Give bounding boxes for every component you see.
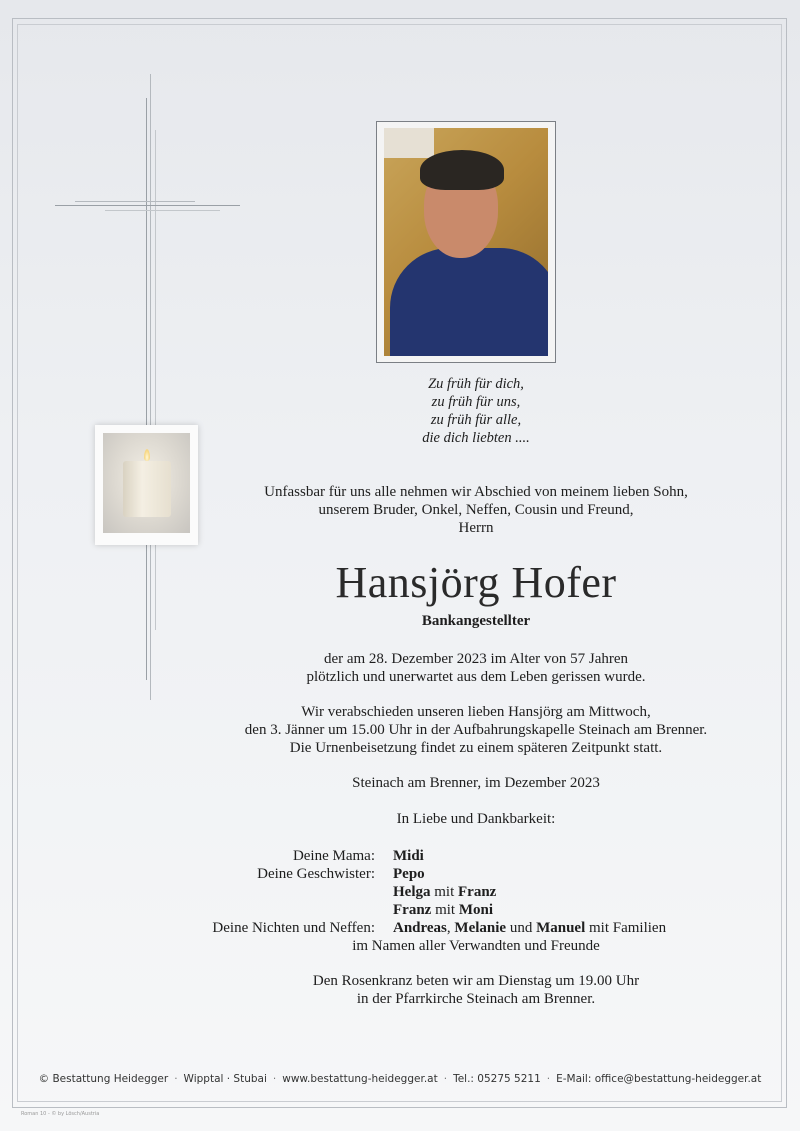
profession: Bankangestellter <box>421 613 531 629</box>
poem-line: zu früh für uns, <box>431 394 521 410</box>
family-label: Deine Mama: <box>292 848 375 864</box>
death-notice <box>200 650 752 686</box>
footer-email-link[interactable]: E-Mail: office@bestattung-heidegger.at <box>556 1073 762 1085</box>
poem-line: die dich liebten .... <box>422 430 530 446</box>
poem-line: zu früh für alle, <box>430 412 522 428</box>
rosary-line: in der Pfarrkirche Steinach am Brenner. <box>356 991 596 1007</box>
family-name: Franz <box>458 884 497 900</box>
connector: mit <box>435 902 456 918</box>
rosary-notice <box>200 972 752 1008</box>
family-name: Moni <box>458 902 494 918</box>
rosary-line: Den Rosenkranz beten wir am Dienstag um 19.00 Uhr <box>312 973 640 989</box>
family-row-siblings-3 <box>200 901 760 919</box>
family-name: Helga <box>393 884 431 900</box>
farewell-notice <box>200 703 752 757</box>
intro-text <box>200 483 752 537</box>
deceased-name: Hansjörg Hofer <box>335 558 617 607</box>
death-notice-line: plötzlich und unerwartet aus dem Leben gerissen wurde. <box>306 669 646 685</box>
candle-image <box>95 425 198 545</box>
intro-line: Unfassbar für uns alle nehmen wir Abschied von meinem lieben Sohn, <box>264 484 688 500</box>
family-name: Pepo <box>393 866 425 882</box>
connector: mit Familien <box>588 920 667 936</box>
poem-line: Zu früh für dich, <box>428 376 524 392</box>
family-label: Deine Geschwister: <box>257 866 375 882</box>
family-row-siblings <box>200 865 760 883</box>
intro-line: unserem Bruder, Onkel, Neffen, Cousin und Freund, <box>318 502 634 518</box>
place-date: Steinach am Brenner, im Dezember 2023 <box>352 775 600 791</box>
footer-phone: Tel.: 05275 5211 <box>453 1073 541 1085</box>
portrait-photo <box>384 128 548 356</box>
family-row-nieces: Deine Nichten und Neffen: Andreas, Melanie und Manuel mit Familien <box>200 919 760 937</box>
family-name: Andreas <box>393 920 447 936</box>
footer-region: Wipptal · Stubai <box>183 1073 267 1085</box>
poem <box>200 375 752 447</box>
family-name: Midi <box>393 848 424 864</box>
family-name: Melanie <box>454 920 507 936</box>
connector: und <box>509 920 533 936</box>
family-list <box>200 847 760 955</box>
family-label: Deine Nichten und Neffen: <box>212 920 375 936</box>
flame-icon <box>144 449 150 461</box>
portrait-photo-frame <box>376 121 556 363</box>
family-name: Manuel <box>536 920 586 936</box>
connector: mit <box>434 884 455 900</box>
relatives-line: im Namen aller Verwandten und Freunde <box>352 938 600 954</box>
gratitude-line: In Liebe und Dankbarkeit: <box>396 811 556 827</box>
footer-company: © Bestattung Heidegger <box>38 1073 169 1085</box>
family-row-siblings-2 <box>200 883 760 901</box>
footer-website-link[interactable]: www.bestattung-heidegger.at <box>282 1073 438 1085</box>
family-name: Franz <box>393 902 432 918</box>
farewell-line: den 3. Jänner um 15.00 Uhr in der Aufbahrungskapelle Steinach am Brenner. <box>244 722 708 738</box>
death-notice-line: der am 28. Dezember 2023 im Alter von 57 Jahren <box>323 651 629 667</box>
footer: © Bestattung Heidegger · Wipptal · Stubai · www.bestattung-heidegger.at · Tel.: 05275 5211 · E-Mail: office@bestattung-heidegger.at <box>38 1073 762 1085</box>
farewell-line: Wir verabschieden unseren lieben Hansjörg am Mittwoch, <box>301 704 651 720</box>
family-row-mother <box>200 847 760 865</box>
intro-line: Herrn <box>458 520 494 536</box>
farewell-line: Die Urnenbeisetzung findet zu einem späteren Zeitpunkt statt. <box>289 740 663 756</box>
template-credit: Roman 10 - © by Lösch/Austria <box>21 1111 100 1117</box>
